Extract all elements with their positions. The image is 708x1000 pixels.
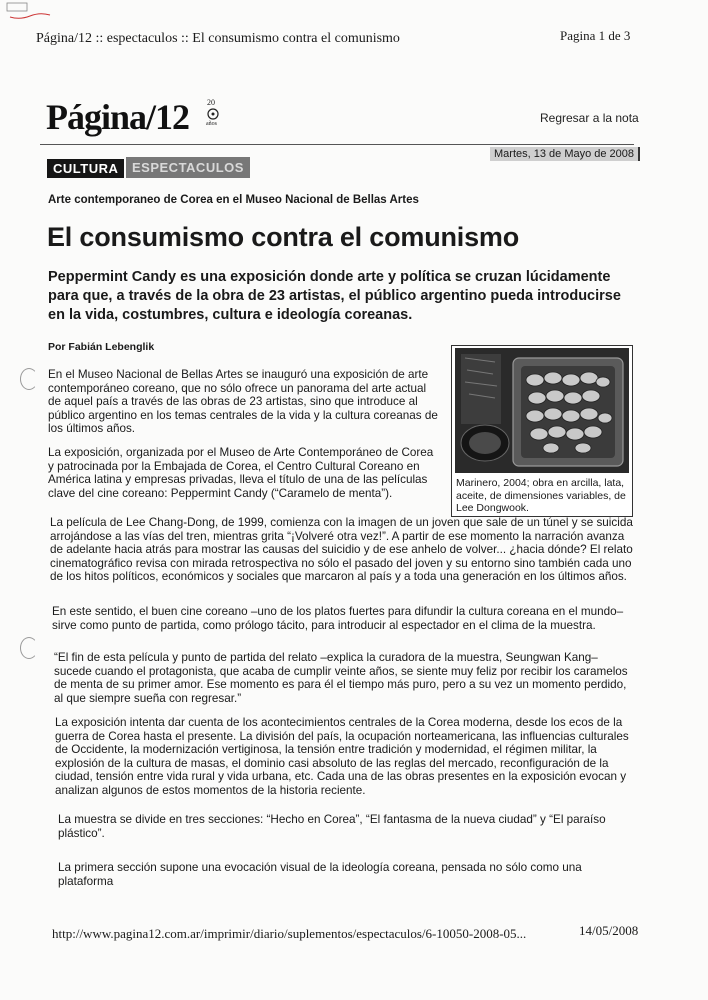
article-lead: Peppermint Candy es una exposición donde arte y política se cruzan lúcidamente para que, a través de la obra de 23 artistas, el público argentino pueda introducirse en la vida, costumbres, cultura e ideología coreanas. bbox=[48, 269, 621, 323]
anniversary-logo-icon bbox=[203, 96, 225, 126]
page-count: Pagina 1 de 3 bbox=[560, 28, 631, 43]
article-paragraph: La muestra se divide en tres secciones: “Hecho en Corea”, “El fantasma de la nueva ciudad” y “El paraíso plástico”. bbox=[58, 813, 606, 840]
section-tag-cultura[interactable]: CULTURA bbox=[47, 159, 124, 178]
article-kicker: Arte contemporaneo de Corea en el Museo Nacional de Bellas Artes bbox=[48, 194, 419, 206]
svg-text:años: años bbox=[206, 121, 217, 126]
publication-date: Martes, 13 de Mayo de 2008 bbox=[490, 147, 640, 161]
svg-text:20: 20 bbox=[207, 98, 215, 107]
article-byline: Por Fabián Lebenglik bbox=[48, 341, 155, 353]
pagina12-logo: Página/12 bbox=[46, 97, 190, 137]
photo-caption: Marinero, 2004; obra en arcilla, lata, aceite, de dimensiones variables, de Lee Dongwook. bbox=[456, 477, 626, 514]
article-paragraph: La primera sección supone una evocación visual de la ideología coreana, pensada no sólo como una plataforma bbox=[58, 861, 582, 888]
print-header-title: Página/12 :: espectaculos :: El consumismo contra el comunismo bbox=[36, 31, 400, 46]
article-paragraph: La exposición, organizada por el Museo de Arte Contemporáneo de Corea y patrocinada por la Embajada de Corea, el Centro Cultural Coreano en América latina y empresas privadas, lleva el título de una de las películas clave del cine coreano: Peppermint Candy (“Caramelo de menta”). bbox=[48, 446, 434, 500]
print-footer-url: http://www.pagina12.com.ar/imprimir/diario/suplementos/espectaculos/6-10050-2008-05... bbox=[52, 926, 527, 941]
artwork-photo bbox=[455, 348, 629, 473]
article-paragraph: En el Museo Nacional de Bellas Artes se inauguró una exposición de arte contemporáneo coreano, que no sólo ofrece un panorama del arte actual de aquel país a través de las obras de 23 artistas, sino que introduce al público argentino en los temas centrales de la vida y la cultura coreanas de los últimos años. bbox=[48, 368, 438, 436]
back-to-article-link[interactable]: Regresar a la nota bbox=[540, 111, 639, 125]
corner-scribble-mark bbox=[6, 2, 52, 24]
binder-hole-mark bbox=[20, 368, 38, 390]
article-paragraph: “El fin de esta película y punto de partida del relato –explica la curadora de la muestra, Seungwan Kang– sucede cuando el protagonista, que acaba de cumplir veinte años, se siente muy feliz por recibir los caramelos de menta de su primer amor. Ese momento es para él el tiempo más puro, pero a su vez un momento perdido, al que siempre sueña con regresar.” bbox=[54, 651, 628, 705]
article-paragraph: La película de Lee Chang-Dong, de 1999, comienza con la imagen de un joven que sale de un túnel y se suicida arrojándose a las vías del tren, mientras grita “¡Volveré otra vez!”. A partir de ese momento la narración avanza de adelante hacia atrás para mostrar las causas del suicidio y de ese anhelo de volver... ¿hacia dónde? El relato cinematográfico revisa con mirada retrospectiva no sólo el pasado del joven y su entorno sino también cada uno de los hitos políticos, económicos y sociales que marcaron al país y a toda una generación en los últimos años. bbox=[50, 516, 633, 584]
article-headline: El consumismo contra el comunismo bbox=[47, 222, 520, 252]
binder-hole-mark bbox=[20, 637, 38, 659]
print-footer-date: 14/05/2008 bbox=[579, 923, 639, 938]
article-paragraph: La exposición intenta dar cuenta de los acontecimientos centrales de la Corea moderna, desde los ecos de la guerra de Corea hasta el presente. La división del país, la ocupación norteamericana, las influencias culturales de Occidente, la modernización vertiginosa, la tensión entre tradición y modernidad, el régimen militar, la explosión de la cultura de masas, el dominio casi absoluto de las reglas del mercado, reconfiguración de la ciudad, tensión entre vida rural y vida urbana, etc. Cada una de las obras presentes en la exposición evocan y analizan algunos de estos momentos de la historia reciente. bbox=[55, 716, 629, 797]
section-tag-espectaculos[interactable]: ESPECTACULOS bbox=[126, 157, 250, 178]
header-divider bbox=[40, 144, 634, 145]
article-paragraph: En este sentido, el buen cine coreano –uno de los platos fuertes para difundir la cultura coreana en el mundo– sirve como punto de partida, como prólogo tácito, para introducir al espectador en el clima de la muestra. bbox=[52, 605, 624, 632]
